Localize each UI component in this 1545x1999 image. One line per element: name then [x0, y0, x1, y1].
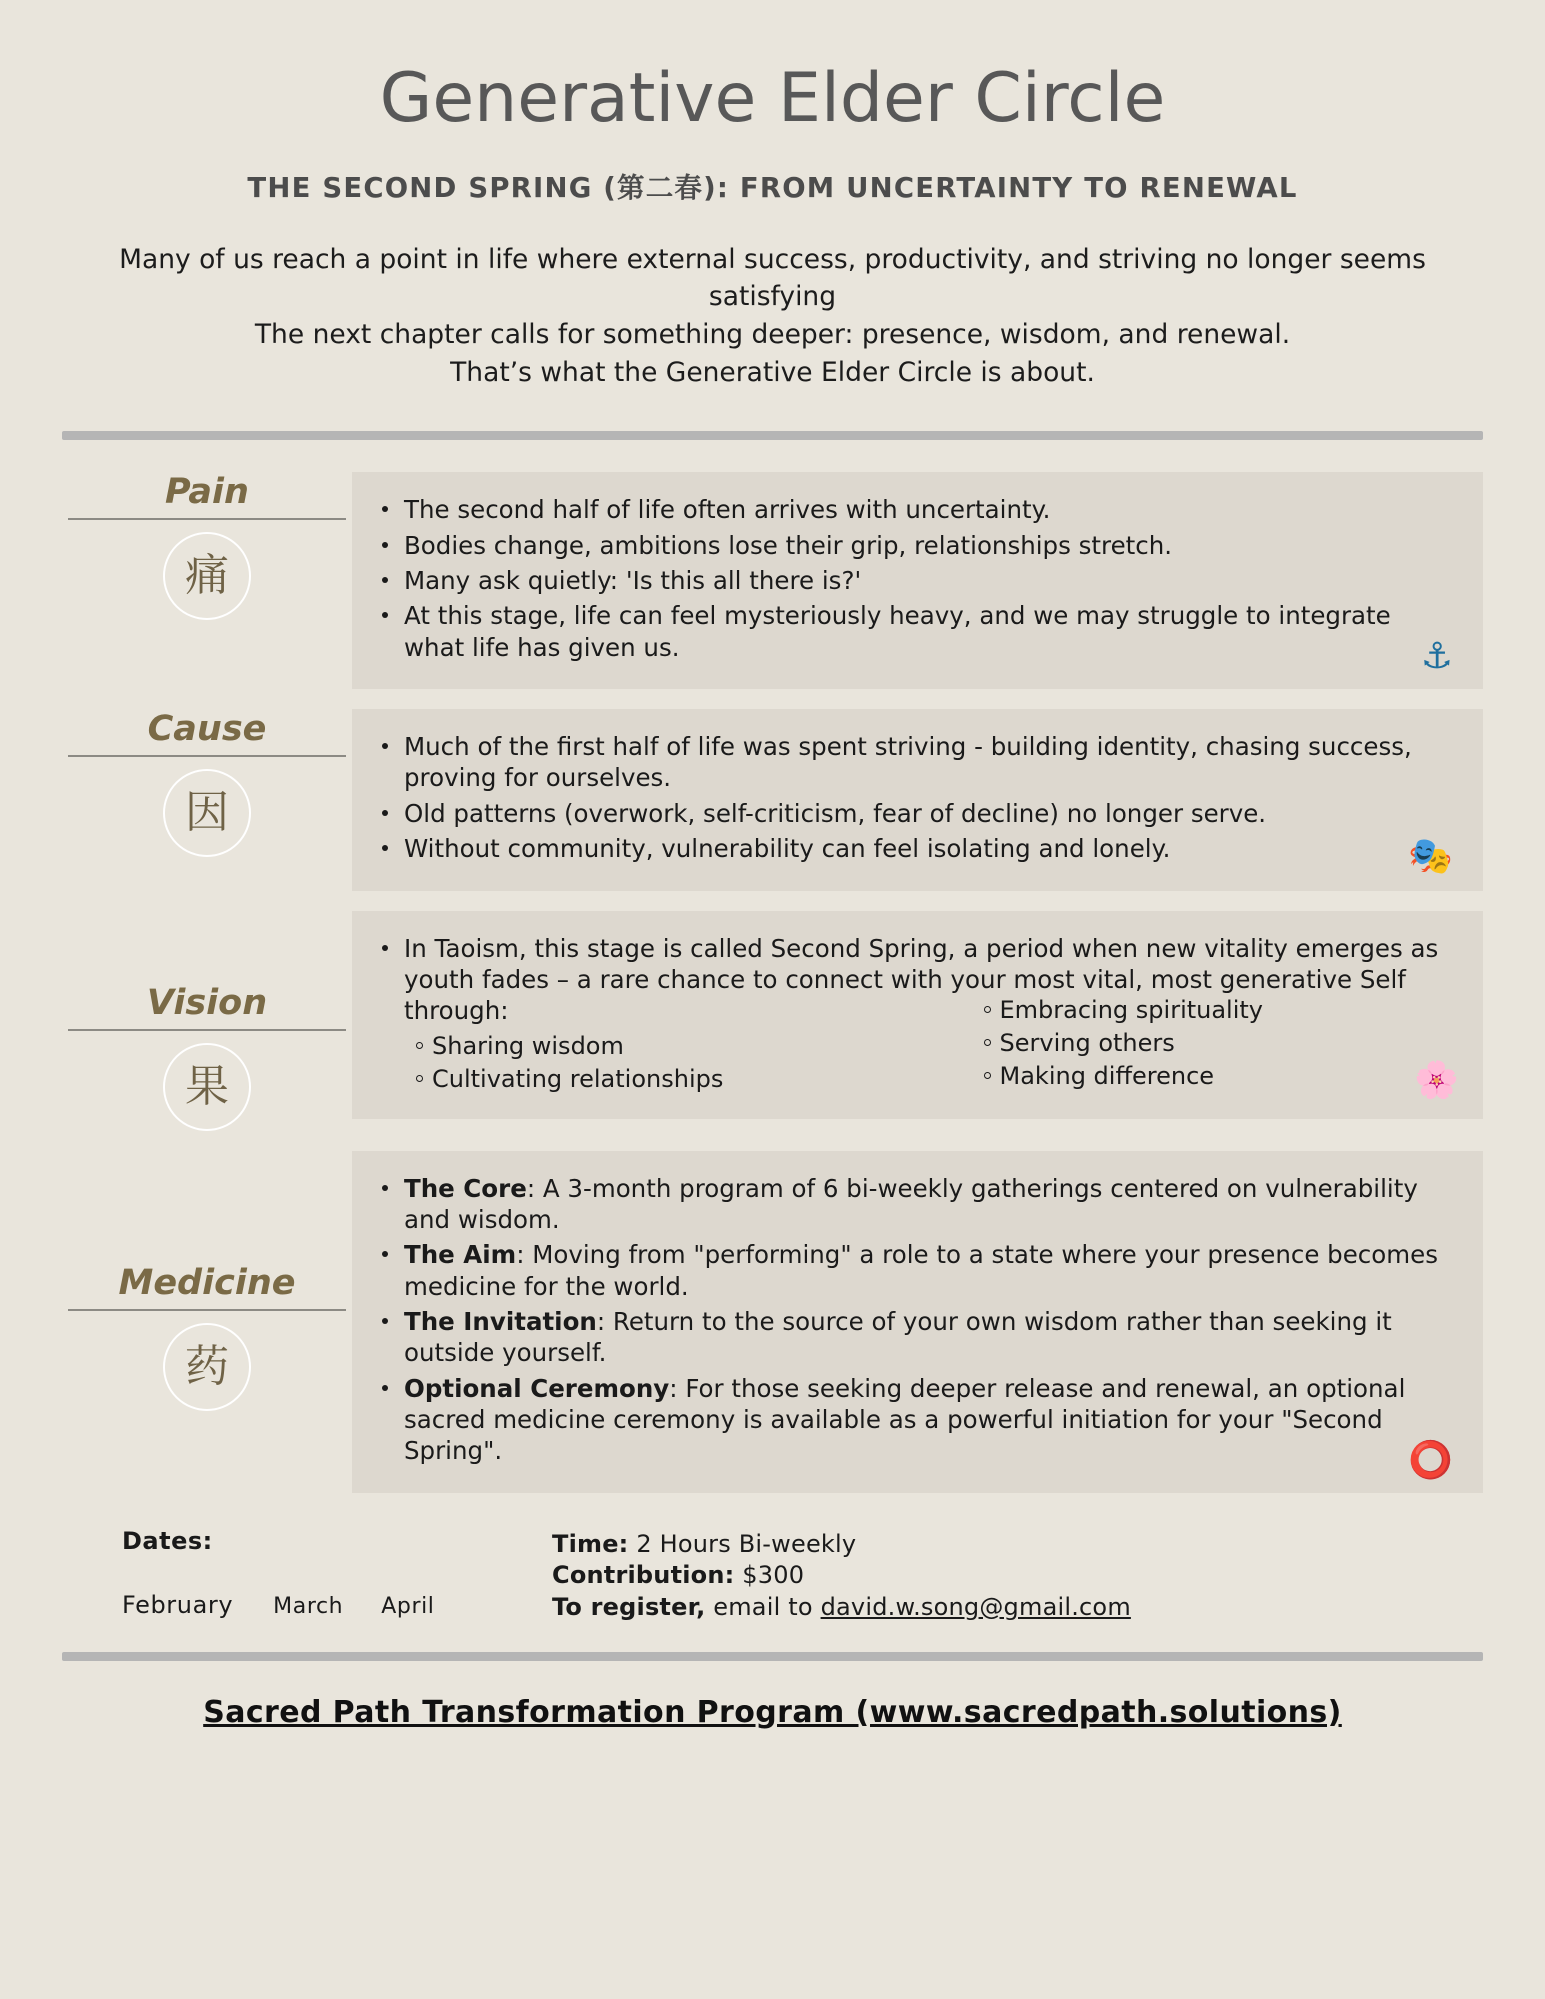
- section-pain-label: Pain: [165, 472, 249, 513]
- anchor-icon: ⚓: [1420, 636, 1453, 678]
- section-vision-sub-bullets-left: [370, 1031, 914, 1095]
- section-pain-bullets: [370, 494, 1457, 663]
- sections-container: [62, 472, 1483, 1492]
- list-item: Serving others: [1000, 1028, 1482, 1059]
- section-pain-underline: [68, 518, 346, 520]
- list-item: Embracing spirituality: [1000, 995, 1482, 1026]
- section-pain-glyph: 痛: [163, 532, 251, 620]
- section-vision-underline: [68, 1029, 346, 1031]
- red-circle-icon: ⭕: [1408, 1439, 1453, 1481]
- footer-dates: [122, 1527, 552, 1624]
- list-item-term: Optional Ceremony: [404, 1373, 670, 1403]
- contribution-label: Contribution:: [552, 1561, 735, 1590]
- time-label: Time:: [552, 1529, 629, 1558]
- section-pain: [62, 472, 1483, 689]
- performing-arts-masks-icon: 🎭: [1408, 835, 1453, 877]
- section-cause-glyph: 因: [163, 769, 251, 857]
- section-medicine-label-column: [62, 1151, 352, 1411]
- list-item: [400, 1173, 1457, 1236]
- register-line: [552, 1592, 1483, 1624]
- list-item-text: : Return to the source of your own wisdom rather than seeking it outside yourself.: [404, 1306, 1392, 1368]
- intro-line-3: That’s what the Generative Elder Circle is about.: [450, 356, 1095, 388]
- intro-line-2: The next chapter calls for something deeper: presence, wisdom, and renewal.: [254, 319, 1291, 351]
- section-vision-subcolumn-left: [370, 1031, 914, 1097]
- list-item: Many ask quietly: 'Is this all there is?': [400, 565, 1457, 596]
- footer-details: [552, 1527, 1483, 1624]
- list-item-text: : Moving from "performing" a role to a state where your presence becomes medicine for the world.: [404, 1240, 1438, 1301]
- register-text: email to: [705, 1593, 821, 1622]
- section-medicine-glyph: 药: [163, 1323, 251, 1411]
- section-medicine-label: Medicine: [118, 1262, 296, 1303]
- section-cause-label-column: [62, 709, 352, 857]
- section-vision-content: [352, 911, 1483, 1119]
- time-value: 2 Hours Bi-weekly: [628, 1529, 857, 1558]
- section-cause: [62, 709, 1483, 890]
- intro-block: [62, 241, 1483, 392]
- month-february: February: [122, 1590, 234, 1619]
- time-line: [552, 1529, 1483, 1561]
- section-medicine: [62, 1151, 1483, 1493]
- divider-top: [62, 431, 1483, 440]
- list-item-term: The Invitation: [404, 1306, 597, 1336]
- list-item: Sharing wisdom: [432, 1031, 914, 1062]
- register-email-link[interactable]: david.w.song@gmail.com: [820, 1593, 1131, 1622]
- list-item: At this stage, life can feel mysteriously heavy, and we may struggle to integrate what life has given us.: [400, 600, 1457, 663]
- contribution-line: [552, 1560, 1483, 1592]
- month-april: April: [381, 1593, 435, 1619]
- list-item-text: : For those seeking deeper release and renewal, an optional sacred medicine ceremony is available as a powerful initiation for your "Second Spring".: [404, 1373, 1406, 1466]
- list-item: Making difference: [1000, 1061, 1482, 1092]
- section-pain-content: [352, 472, 1483, 689]
- list-item: [400, 1306, 1457, 1369]
- section-cause-label: Cause: [147, 709, 267, 750]
- section-vision-label: Vision: [146, 982, 268, 1023]
- section-cause-underline: [68, 755, 346, 757]
- section-vision-label-column: [62, 911, 352, 1131]
- list-item: [400, 1239, 1457, 1302]
- dates-heading: Dates:: [122, 1526, 213, 1555]
- section-vision-sub-bullets-right: [938, 995, 1482, 1093]
- months-row: [122, 1591, 552, 1619]
- list-item: In Taoism, this stage is called Second Spring, a period when new vitality emerges as youth fades – a rare chance to connect with your most vital, most generative Self through:: [400, 933, 1457, 1027]
- list-item: Much of the first half of life was spent striving - building identity, chasing success, proving for ourselves.: [400, 731, 1457, 794]
- intro-line-1: Many of us reach a point in life where external success, productivity, and striving no longer seems satisfying: [119, 243, 1426, 313]
- section-vision-subcolumn-right: [914, 995, 1482, 1101]
- list-item-term: The Aim: [404, 1240, 517, 1270]
- section-pain-label-column: [62, 472, 352, 620]
- section-vision: [62, 911, 1483, 1131]
- list-item: Cultivating relationships: [432, 1064, 914, 1095]
- divider-bottom: [62, 1652, 1483, 1661]
- page-subtitle: THE SECOND SPRING (第二春): FROM UNCERTAINTY TO RENEWAL: [247, 171, 1298, 204]
- list-item: Bodies change, ambitions lose their grip, relationships stretch.: [400, 530, 1457, 561]
- list-item: The second half of life often arrives with uncertainty.: [400, 494, 1457, 525]
- section-medicine-content: [352, 1151, 1483, 1493]
- list-item: [400, 1373, 1457, 1467]
- section-vision-glyph: 果: [163, 1043, 251, 1131]
- contribution-value: $300: [734, 1561, 805, 1590]
- section-medicine-bullets: [370, 1173, 1457, 1467]
- section-medicine-underline: [68, 1309, 346, 1311]
- list-item: Old patterns (overwork, self-criticism, fear of decline) no longer serve.: [400, 798, 1457, 829]
- list-item: Without community, vulnerability can feel isolating and lonely.: [400, 833, 1457, 864]
- register-label: To register,: [552, 1593, 706, 1622]
- footer: [62, 1527, 1483, 1624]
- list-item-term: The Core: [404, 1173, 527, 1203]
- cherry-blossom-icon: 🌸: [1414, 1059, 1459, 1101]
- brand-footer[interactable]: Sacred Path Transformation Program (www.sacredpath.solutions): [203, 1694, 1342, 1730]
- section-cause-bullets: [370, 731, 1457, 864]
- page-title: Generative Elder Circle: [379, 59, 1166, 138]
- month-march: March: [273, 1593, 344, 1619]
- section-cause-content: [352, 709, 1483, 890]
- section-vision-subcolumns: [370, 995, 1459, 1101]
- list-item-text: : A 3-month program of 6 bi-weekly gatherings centered on vulnerability and wisdom.: [404, 1173, 1418, 1234]
